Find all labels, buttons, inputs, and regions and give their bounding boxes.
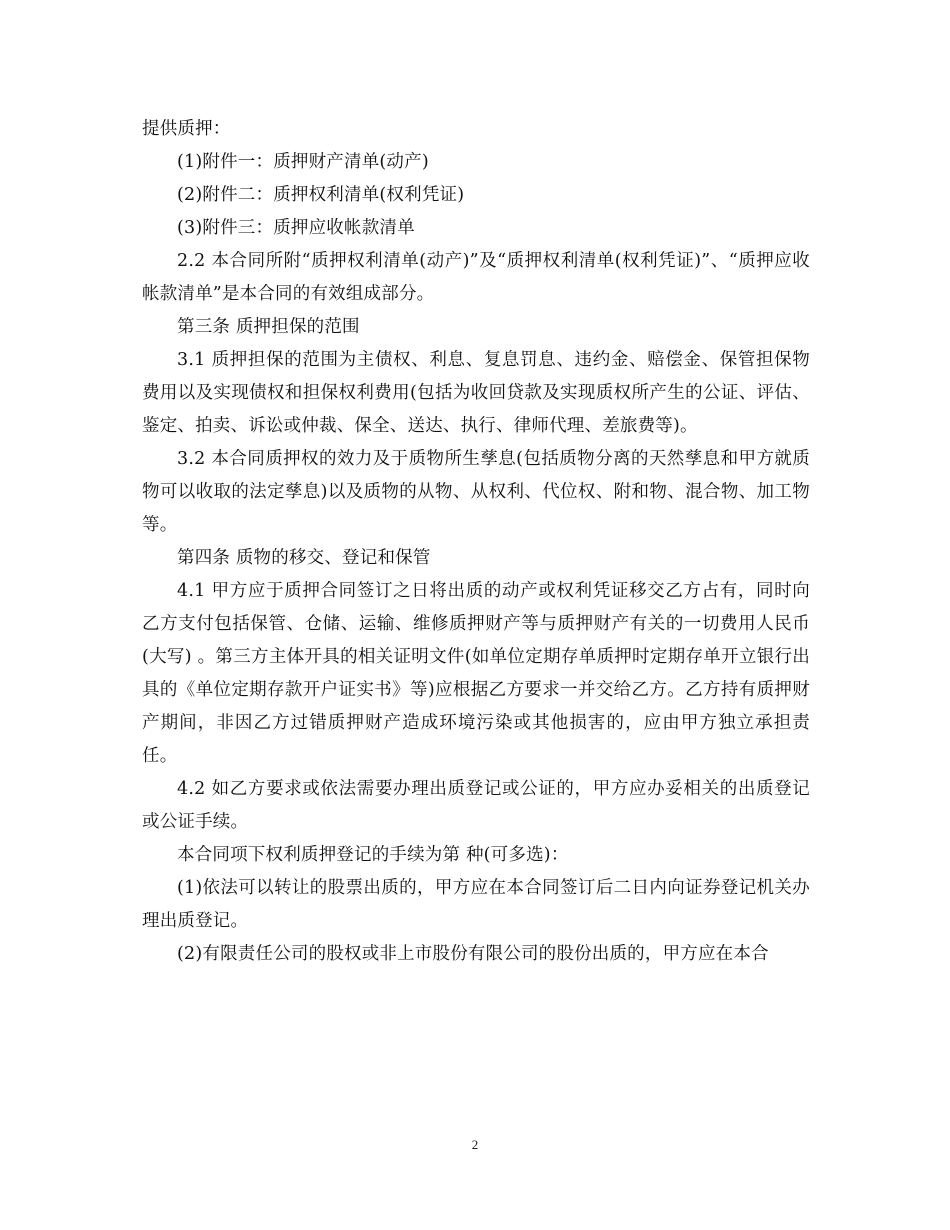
paragraph-7: 3.2 本合同质押权的效力及于质物所生孳息(包括质物分离的天然孳息和甲方就质物可以收取的法定孳息)以及质物的从物、从权利、代位权、附和物、混合物、加工物等。	[142, 449, 810, 535]
section-heading-4: 第四条 质物的移交、登记和保管	[177, 548, 431, 568]
paragraph-6: 3.1 质押担保的范围为主债权、利息、复息罚息、违约金、赔偿金、保管担保物费用以及实现债权和担保权利费用(包括为收回贷款及实现质权所产生的公证、评估、鉴定、拍卖、诉讼或仲裁、保全、送达、执行、律师代理、差旅费等)。	[142, 350, 810, 436]
paragraph-9: 4.1 甲方应于质押合同签订之日将出质的动产或权利凭证移交乙方占有，同时向乙方支付包括保管、仓储、运输、维修质押财产等与质押财产有关的一切费用人民币(大写) 。第三方主体开具的相关证明文件(如单位定期存单质押时定期存单开立银行出具的《单位定期存款开户证实书》等)应根据乙方要求一并交给乙方。乙方持有质押财产期间，非因乙方过错质押财产造成环境污染或其他损害的，应由甲方独立承担责任。	[142, 581, 810, 766]
section-heading-3: 第三条 质押担保的范围	[177, 317, 360, 337]
paragraph-10: 4.2 如乙方要求或依法需要办理出质登记或公证的，甲方应办妥相关的出质登记或公证手续。	[142, 779, 810, 832]
paragraph-12: (1)依法可以转让的股票出质的，甲方应在本合同签订后二日内向证券登记机关办理出质登记。	[142, 878, 810, 931]
paragraph-0: 提供质押：	[142, 119, 231, 139]
paragraph-1: (1)附件一：质押财产清单(动产)	[177, 152, 429, 172]
paragraph-2: (2)附件二：质押权利清单(权利凭证)	[177, 185, 465, 205]
paragraph-4: 2.2 本合同所附“质押权利清单(动产)”及“质押权利清单(权利凭证)”、“质押应收帐款清单”是本合同的有效组成部分。	[142, 251, 810, 304]
paragraph-13: (2)有限责任公司的股权或非上市股份有限公司的股份出质的，甲方应在本合	[177, 944, 769, 964]
paragraph-3: (3)附件三：质押应收帐款清单	[177, 218, 415, 238]
page-number: 2	[471, 1137, 479, 1152]
body-text	[142, 113, 810, 971]
paragraph-11: 本合同项下权利质押登记的手续为第 种(可多选)：	[177, 845, 569, 865]
